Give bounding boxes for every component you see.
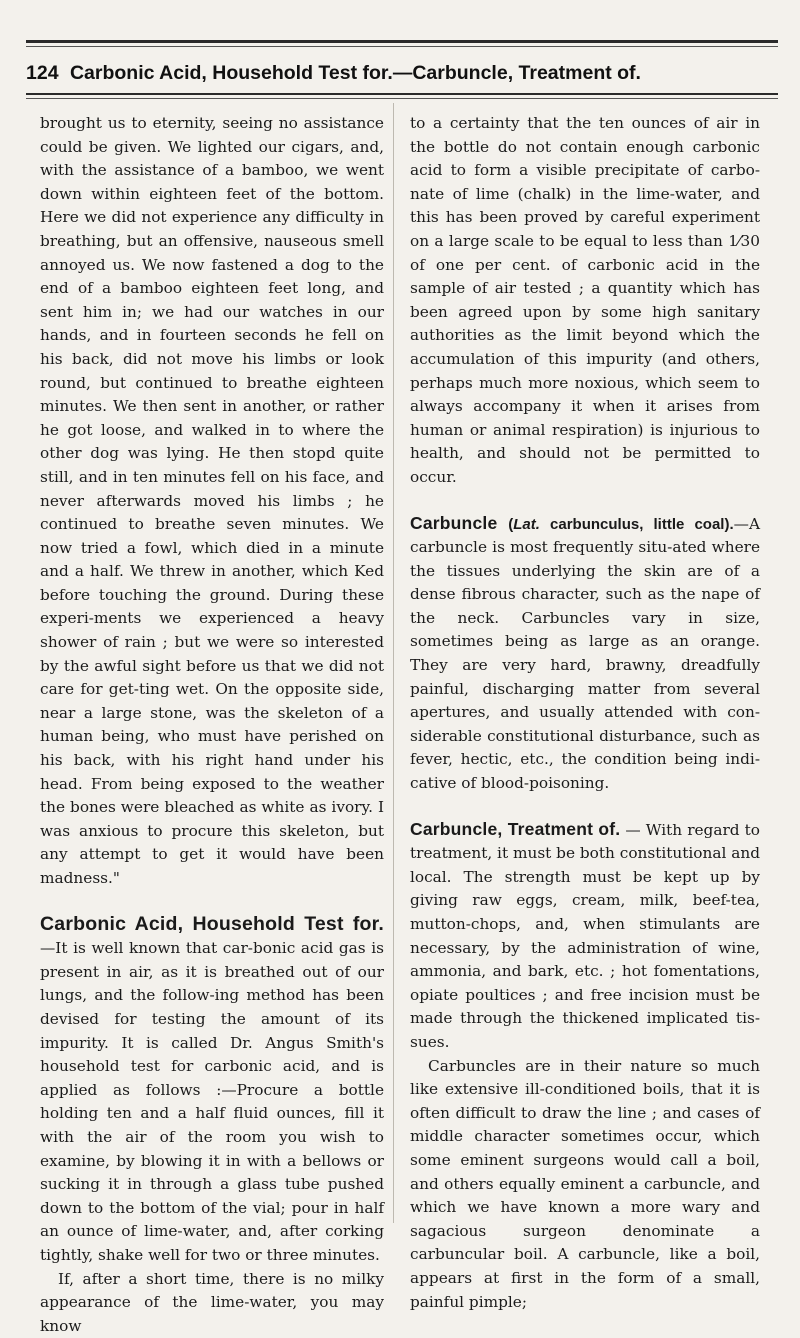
running-header: [26, 62, 778, 85]
top-rule-thin: [26, 46, 778, 47]
latin-etymology: [508, 516, 733, 533]
right-paragraph-2: —A carbuncle is most frequently situ-ated where the tissues underlying the skin are of a dense fibrous character, such as the nape of the neck. Carbuncles vary in size, sometimes being as large as an orange. They are very hard, brawny, dreadfully painful, discharging matter from several apertures, and usually attended with con-siderable constitutional disturbance, such as fever, hectic, etc., the condition being indi-cative of blood-poisoning.: [410, 515, 760, 793]
top-rule: [26, 40, 778, 43]
header-rule: [26, 93, 778, 95]
latin-open-paren: (: [508, 516, 513, 533]
left-section-carbonic-acid: [40, 913, 384, 1268]
section-heading-carbonic-acid: Carbonic Acid, Household Test for.: [40, 913, 384, 935]
column-divider: [393, 103, 394, 1223]
section-heading-carbuncle-treatment: Carbuncle, Treatment of.: [410, 819, 620, 839]
left-paragraph-2: —It is well known that car-bonic acid gas is present in air, as it is breathed out of our lungs, and the follow-ing method has been devised for testing the amount of its impurity. It is called Dr. Angus Smith's household test for carbonic acid, and is applied as follows :—Procure a bottle holding ten and a half fluid ounces, fill it with the air of the room you wish to examine, by blowing it in with a bellows or sucking it in through a glass tube pushed down to the bottom of the vial; pour in half an ounce of lime-water, and, after corking tightly, shake well for two or three minutes.: [40, 939, 384, 1264]
left-paragraph-1: brought us to eternity, seeing no assistance could be given. We lighted our cigars, and, with the assistance of a bamboo, we went down within eighteen feet of the bottom. Here we did not experience any difficulty in breathing, but an offensive, nauseous smell annoyed us. We now fastened a dog to the end of a bamboo eighteen feet long, and sent him in; we had our watches in our hands, and in fourteen seconds he fell on his back, did not move his limbs or look round, but continued to breathe eighteen minutes. We then sent in another, or rather he got loose, and walked in to where the other dog was lying. He then stopd quite still, and in ten minutes fell on his face, and never afterwards moved his limbs ; he continued to breathe seven minutes. We now tried a fowl, which died in a minute and a half. We threw in another, which Ked before touching the ground. During these experi-ments we experienced a heavy shower of rain ; but we were so interested by the awful sight before us that we did not care for get-ting wet. On the opposite side, near a large stone, was the skeleton of a human being, who must have perished on his back, with his right hand under his head. From being exposed to the weather the bones were bleached as white as ivory. I was anxious to procure this skeleton, but any attempt to get it would have been madness.": [40, 112, 384, 891]
latin-definition: carbunculus, little coal).: [540, 516, 734, 533]
right-paragraph-3: — With regard to treatment, it must be both constitutional and local. The strength must be kept up by giving raw eggs, cream, milk, beef-tea, mutton-chops, and, when stimulants are necessary, by the administration of wine, ammonia, and bark, etc. ; hot fomentations, opiate poultices ; and free incision must be made through the thickened implicated tis-sues.: [410, 821, 760, 1051]
right-column: [410, 112, 760, 1314]
right-section-carbuncle-treatment: [410, 818, 760, 1055]
left-paragraph-3: If, after a short time, there is no milky appearance of the lime-water, you may know: [40, 1268, 384, 1338]
left-column: [40, 112, 384, 1338]
section-heading-carbuncle: Carbuncle: [410, 513, 497, 533]
right-paragraph-1: to a certainty that the ten ounces of air in the bottle do not contain enough carbonic acid to form a visible precipitate of carbo-nate of lime (chalk) in the lime-water, and this has been proved by careful experiment on a large scale to be equal to less than 1⁄30 of one per cent. of carbonic acid in the sample of air tested ; a quantity which has been agreed upon by some high sanitary authorities as the limit beyond which the accumulation of this impurity (and others, perhaps much more noxious, which seem to always accompany it when it arises from human or animal respiration) is injurious to health, and should not be permitted to occur.: [410, 112, 760, 490]
page-number: 124: [26, 62, 59, 84]
header-rule-thin: [26, 98, 778, 99]
right-paragraph-4: Carbuncles are in their nature so much like extensive ill-conditioned boils, that it is often difficult to draw the line ; and cases of middle character sometimes occur, which some eminent surgeons would call a boil, and others equally eminent a carbuncle, and which we have known a more wary and sagacious surgeon denominate a carbuncular boil. A carbuncle, like a boil, appears at first in the form of a small, painful pimple;: [410, 1055, 760, 1315]
right-section-carbuncle: [410, 512, 760, 796]
header-title: Carbonic Acid, Household Test for.—Carbuncle, Treatment of.: [70, 62, 641, 84]
latin-abbrev: Lat.: [513, 516, 540, 533]
